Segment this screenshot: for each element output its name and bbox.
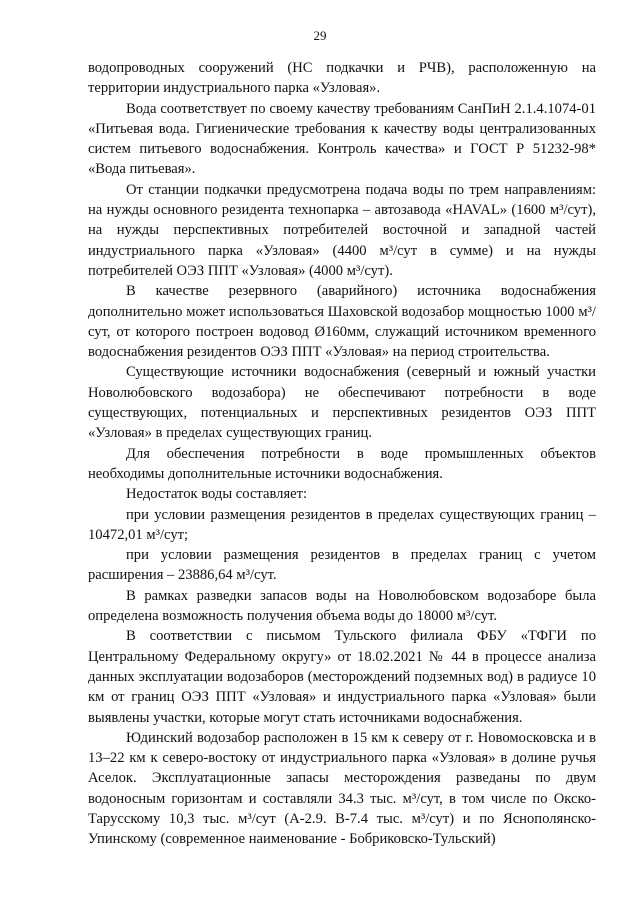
paragraph: Юдинский водозабор расположен в 15 км к северу от г. Новомосковска и в 13–22 км к северо-востоку от индустриального парка «Узловая» в долине ручья Аселок. Эксплуатационные запасы месторождения разведаны по двум водоносным горизонтам и составляли 34.3 тыс. м³/сут, в том числе по Окско-Тарусскому 10,3 тыс. м³/сут (А-2.9. В-7.4 тыс. м³/сут) и по Яснополянско-Упинскому (современное наименование - Бобриковско-Тульский) bbox=[88, 729, 596, 848]
paragraph: Вода соответствует по своему качеству требованиям СанПиН 2.1.4.1074-01 «Питьевая вода. Гигиенические требования к качеству воды централизованных систем питьевого водоснабжения. Контроль качества» и ГОСТ Р 51232-98* «Вода питьевая». bbox=[88, 100, 596, 178]
paragraph: водопроводных сооружений (НС подкачки и РЧВ), расположенную на территории индустриального парка «Узловая». bbox=[88, 60, 596, 97]
paragraph: при условии размещения резидентов в пределах существующих границ – 10472,01 м³/сут; bbox=[88, 506, 596, 543]
paragraph: при условии размещения резидентов в пределах границ с учетом расширения – 23886,64 м³/сут. bbox=[88, 547, 596, 584]
paragraph: Для обеспечения потребности в воде промышленных объектов необходимы дополнительные источники водоснабжения. bbox=[88, 445, 596, 482]
document-body bbox=[88, 58, 596, 850]
paragraph: В качестве резервного (аварийного) источника водоснабжения дополнительно может использоваться Шаховской водозабор мощностью 1000 м³/сут, от которого построен водовод Ø160мм, служащий источником временного водоснабжения резидентов ОЭЗ ППТ «Узловая» на период строительства. bbox=[88, 283, 596, 361]
paragraph: От станции подкачки предусмотрена подача воды по трем направлениям: на нужды основного резидента технопарка – автозавода «HAVAL» (1600 м³/сут), на нужды перспективных потребителей восточной и западной частей индустриального парка «Узловая» (4400 м³/сут в сумме) и на нужды потребителей ОЭЗ ППТ «Узловая» (4000 м³/сут). bbox=[88, 181, 596, 279]
paragraph: Недостаток воды составляет: bbox=[126, 486, 308, 503]
paragraph: В соответствии с письмом Тульского филиала ФБУ «ТФГИ по Центральному Федеральному округу» от 18.02.2021 № 44 в процессе анализа данных эксплуатации водозаборов (месторождений подземных вод) в радиусе 10 км от границ ОЭЗ ППТ «Узловая» и индустриального парка «Узловая» были выявлены участки, которые могут стать источниками водоснабжения. bbox=[88, 628, 596, 726]
paragraph: Существующие источники водоснабжения (северный и южный участки Новолюбовского водозабора) не обеспечивают потребности в воде существующих, потенциальных и перспективных резидентов ОЭЗ ППТ «Узловая» в пределах существующих границ. bbox=[88, 364, 596, 442]
page-number: 29 bbox=[313, 28, 327, 43]
paragraph: В рамках разведки запасов воды на Новолюбовском водозаборе была определена возможность получения объема воды до 18000 м³/сут. bbox=[88, 587, 596, 625]
